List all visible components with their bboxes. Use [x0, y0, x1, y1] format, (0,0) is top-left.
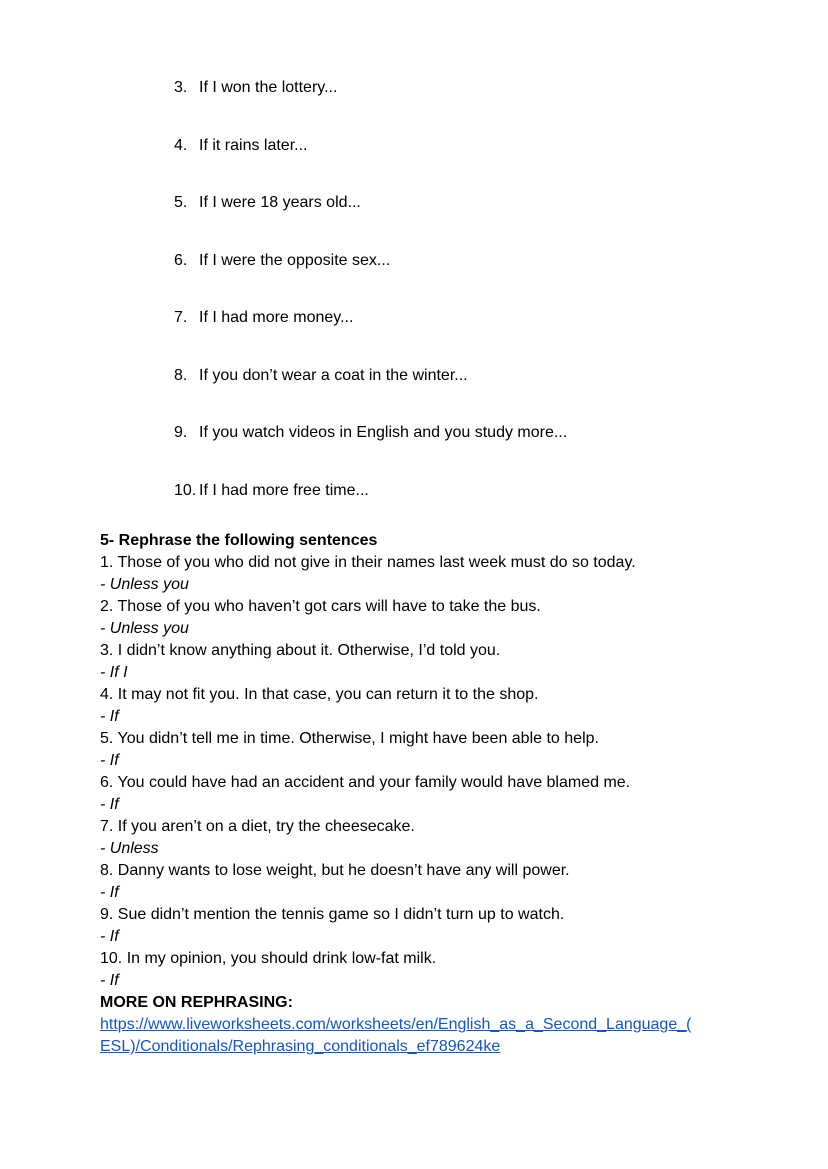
exercise-hint: - Unless you [100, 576, 189, 593]
item-text: If I were 18 years old... [199, 194, 361, 211]
exercise-hint: - If [100, 928, 119, 945]
list-item [174, 77, 567, 135]
exercise-sentence: 3. I didn’t know anything about it. Otherwise, I’d told you. [100, 642, 501, 659]
exercise-hint: - If [100, 884, 119, 901]
item-number: 5. [174, 194, 188, 211]
exercise-hint: - If I [100, 664, 128, 681]
exercise-hint: - If [100, 796, 119, 813]
exercise-sentence: 8. Danny wants to lose weight, but he doesn’t have any will power. [100, 862, 570, 879]
exercise-sentence: 5. You didn’t tell me in time. Otherwise, I might have been able to help. [100, 730, 599, 747]
rephrasing-worksheet-link[interactable] [100, 1014, 720, 1058]
list-item [174, 307, 567, 365]
more-on-rephrasing-label: MORE ON REPHRASING: [100, 994, 293, 1011]
item-number: 4. [174, 136, 188, 154]
item-number: 6. [174, 251, 188, 269]
link-line-1: https://www.liveworksheets.com/worksheets/en/English_as_a_Second_Language_( [100, 1016, 692, 1033]
exercise-sentence: 9. Sue didn’t mention the tennis game so I didn’t turn up to watch. [100, 906, 565, 923]
exercise-hint: - Unless [100, 840, 159, 857]
list-item [174, 135, 567, 193]
exercise-hint: - If [100, 752, 119, 769]
exercise-sentence: 2. Those of you who haven’t got cars will have to take the bus. [100, 598, 541, 615]
exercise-sentence: 7. If you aren’t on a diet, try the cheesecake. [100, 818, 415, 835]
exercise-hint: - If [100, 972, 119, 989]
list-item [174, 192, 567, 250]
exercise-sentence: 4. It may not fit you. In that case, you can return it to the shop. [100, 686, 539, 703]
list-item [174, 365, 567, 423]
item-number: 8. [174, 366, 188, 384]
item-text: If you don’t wear a coat in the winter... [199, 366, 468, 384]
item-text: If I had more free time... [199, 481, 369, 499]
exercise-sentence: 6. You could have had an accident and your family would have blamed me. [100, 774, 631, 791]
link-line-2: ESL)/Conditionals/Rephrasing_conditionals_ef789624ke [100, 1038, 501, 1055]
item-number: 7. [174, 309, 188, 326]
item-text: If I won the lottery... [199, 79, 338, 96]
rephrase-section [100, 530, 760, 1058]
section-heading: 5- Rephrase the following sentences [100, 532, 378, 549]
item-text: If I had more money... [199, 309, 354, 326]
item-number: 10. [174, 481, 197, 499]
item-text: If it rains later... [199, 136, 308, 154]
exercise-sentence: 10. In my opinion, you should drink low-fat milk. [100, 950, 437, 967]
list-item [174, 480, 567, 538]
item-text: If you watch videos in English and you study more... [199, 424, 568, 441]
exercise-hint: - Unless you [100, 620, 189, 637]
item-number: 9. [174, 424, 188, 441]
conditional-prompt-list [174, 77, 567, 537]
list-item [174, 250, 567, 308]
list-item [174, 422, 567, 480]
item-number: 3. [174, 79, 188, 96]
item-text: If I were the opposite sex... [199, 251, 391, 269]
exercise-sentence: 1. Those of you who did not give in their names last week must do so today. [100, 554, 636, 571]
exercise-hint: - If [100, 708, 119, 725]
